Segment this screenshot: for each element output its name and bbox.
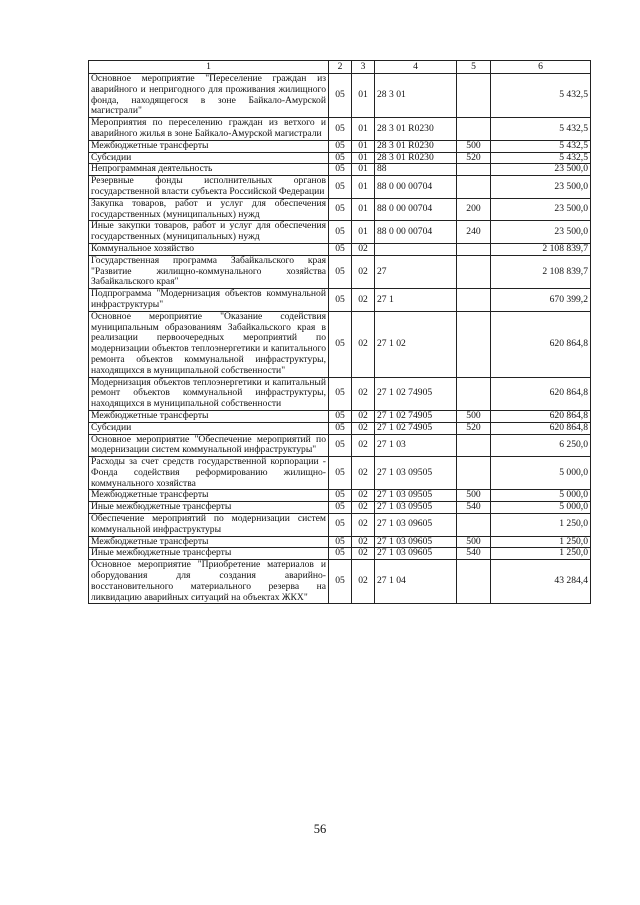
row-target-code: 28 3 01 R0230 bbox=[375, 152, 457, 164]
row-amount: 1 250,0 bbox=[491, 548, 591, 560]
table-row bbox=[89, 289, 591, 312]
row-expense-type: 500 bbox=[457, 490, 491, 502]
table-row bbox=[89, 457, 591, 490]
row-expense-type bbox=[457, 164, 491, 176]
table-row bbox=[89, 490, 591, 502]
row-expense-type bbox=[457, 289, 491, 312]
row-expense-type bbox=[457, 176, 491, 199]
row-section: 05 bbox=[329, 221, 352, 244]
row-amount: 5 000,0 bbox=[491, 502, 591, 514]
row-expense-type: 520 bbox=[457, 152, 491, 164]
row-name: Основное мероприятие "Обеспечение мероприятий по модернизации систем коммунальной инфраструктуры" bbox=[89, 434, 329, 457]
table-row bbox=[89, 434, 591, 457]
row-subsection: 02 bbox=[352, 243, 375, 255]
row-name: Расходы за счет средств государственной корпорации - Фонда содействия реформированию жилищно-коммунального хозяйства bbox=[89, 457, 329, 490]
row-expense-type: 500 bbox=[457, 140, 491, 152]
row-amount: 23 500,0 bbox=[491, 176, 591, 199]
row-subsection: 02 bbox=[352, 490, 375, 502]
row-name: Иные межбюджетные трансферты bbox=[89, 502, 329, 514]
row-section: 05 bbox=[329, 422, 352, 434]
row-target-code: 27 1 03 09605 bbox=[375, 514, 457, 537]
row-section: 05 bbox=[329, 502, 352, 514]
row-amount: 1 250,0 bbox=[491, 514, 591, 537]
row-target-code: 27 1 bbox=[375, 289, 457, 312]
row-name: Основное мероприятие "Переселение граждан из аварийного и непригодного для проживания жилищного фонда, находящегося в зоне Байкало-Амурской магистрали" bbox=[89, 74, 329, 118]
table-row bbox=[89, 74, 591, 118]
row-target-code: 27 1 02 74905 bbox=[375, 410, 457, 422]
row-name: Субсидии bbox=[89, 422, 329, 434]
row-target-code: 27 1 02 bbox=[375, 311, 457, 377]
row-subsection: 01 bbox=[352, 152, 375, 164]
row-subsection: 02 bbox=[352, 434, 375, 457]
row-subsection: 01 bbox=[352, 74, 375, 118]
row-name: Межбюджетные трансферты bbox=[89, 536, 329, 548]
row-expense-type bbox=[457, 560, 491, 604]
row-expense-type bbox=[457, 514, 491, 537]
table-row bbox=[89, 548, 591, 560]
row-target-code: 28 3 01 bbox=[375, 74, 457, 118]
row-target-code: 27 1 02 74905 bbox=[375, 377, 457, 410]
row-section: 05 bbox=[329, 140, 352, 152]
row-expense-type bbox=[457, 434, 491, 457]
row-subsection: 02 bbox=[352, 377, 375, 410]
row-amount: 620 864,8 bbox=[491, 311, 591, 377]
row-subsection: 01 bbox=[352, 118, 375, 141]
row-amount: 5 432,5 bbox=[491, 118, 591, 141]
row-name: Основное мероприятие "Приобретение материалов и оборудования для создания аварийно-восстановительного материального резерва на ликвидацию аварийных ситуаций на объектах ЖКХ" bbox=[89, 560, 329, 604]
row-section: 05 bbox=[329, 514, 352, 537]
row-name: Межбюджетные трансферты bbox=[89, 140, 329, 152]
row-target-code: 27 1 03 bbox=[375, 434, 457, 457]
row-amount: 2 108 839,7 bbox=[491, 243, 591, 255]
table-row bbox=[89, 536, 591, 548]
row-amount: 670 399,2 bbox=[491, 289, 591, 312]
row-target-code: 88 0 00 00704 bbox=[375, 176, 457, 199]
row-name: Непрограммная деятельность bbox=[89, 164, 329, 176]
header-row bbox=[89, 61, 591, 74]
row-target-code: 28 3 01 R0230 bbox=[375, 118, 457, 141]
row-expense-type bbox=[457, 377, 491, 410]
row-expense-type bbox=[457, 118, 491, 141]
row-name: Межбюджетные трансферты bbox=[89, 410, 329, 422]
row-amount: 5 000,0 bbox=[491, 457, 591, 490]
table-row bbox=[89, 164, 591, 176]
row-target-code: 88 bbox=[375, 164, 457, 176]
row-section: 05 bbox=[329, 377, 352, 410]
row-section: 05 bbox=[329, 410, 352, 422]
row-expense-type: 540 bbox=[457, 502, 491, 514]
row-target-code: 88 0 00 00704 bbox=[375, 221, 457, 244]
row-subsection: 01 bbox=[352, 164, 375, 176]
row-name: Государственная программа Забайкальского края "Развитие жилищно-коммунального хозяйства Забайкальского края" bbox=[89, 255, 329, 288]
row-amount: 5 432,5 bbox=[491, 152, 591, 164]
budget-table bbox=[88, 60, 591, 604]
row-amount: 620 864,8 bbox=[491, 410, 591, 422]
row-amount: 5 432,5 bbox=[491, 74, 591, 118]
table-row bbox=[89, 514, 591, 537]
row-subsection: 02 bbox=[352, 457, 375, 490]
row-target-code: 27 1 03 09505 bbox=[375, 457, 457, 490]
row-amount: 620 864,8 bbox=[491, 377, 591, 410]
row-amount: 6 250,0 bbox=[491, 434, 591, 457]
col-header-expense-type: 5 bbox=[457, 61, 491, 74]
row-target-code: 28 3 01 R0230 bbox=[375, 140, 457, 152]
table-row bbox=[89, 502, 591, 514]
row-subsection: 02 bbox=[352, 560, 375, 604]
row-name: Обеспечение мероприятий по модернизации систем коммунальной инфраструктуры bbox=[89, 514, 329, 537]
row-name: Основное мероприятие "Оказание содействия муниципальным образованиям Забайкальского края в реализации первоочередных мероприятий по модернизации объектов теплоэнергетики и капитального ремонта объектов коммунальной инфраструктуры, находящихся в муниципальной собственности" bbox=[89, 311, 329, 377]
row-section: 05 bbox=[329, 243, 352, 255]
row-target-code: 88 0 00 00704 bbox=[375, 198, 457, 221]
row-section: 05 bbox=[329, 74, 352, 118]
row-amount: 23 500,0 bbox=[491, 198, 591, 221]
table-row bbox=[89, 560, 591, 604]
table-row bbox=[89, 176, 591, 199]
row-expense-type bbox=[457, 311, 491, 377]
row-name: Подпрограмма "Модернизация объектов коммунальной инфраструктуры" bbox=[89, 289, 329, 312]
row-section: 05 bbox=[329, 255, 352, 288]
table-row bbox=[89, 198, 591, 221]
row-name: Иные закупки товаров, работ и услуг для обеспечения государственных (муниципальных) нужд bbox=[89, 221, 329, 244]
row-expense-type bbox=[457, 255, 491, 288]
row-subsection: 02 bbox=[352, 311, 375, 377]
row-section: 05 bbox=[329, 118, 352, 141]
row-expense-type: 500 bbox=[457, 536, 491, 548]
row-amount: 23 500,0 bbox=[491, 221, 591, 244]
row-target-code bbox=[375, 243, 457, 255]
row-section: 05 bbox=[329, 176, 352, 199]
row-amount: 5 432,5 bbox=[491, 140, 591, 152]
table-row bbox=[89, 422, 591, 434]
row-section: 05 bbox=[329, 198, 352, 221]
table-row bbox=[89, 140, 591, 152]
row-target-code: 27 1 03 09605 bbox=[375, 548, 457, 560]
row-section: 05 bbox=[329, 457, 352, 490]
row-subsection: 02 bbox=[352, 502, 375, 514]
row-expense-type: 520 bbox=[457, 422, 491, 434]
row-name: Резервные фонды исполнительных органов государственной власти субъекта Российской Федерации bbox=[89, 176, 329, 199]
row-target-code: 27 bbox=[375, 255, 457, 288]
table-row bbox=[89, 243, 591, 255]
row-target-code: 27 1 03 09605 bbox=[375, 536, 457, 548]
row-target-code: 27 1 02 74905 bbox=[375, 422, 457, 434]
row-name: Коммунальное хозяйство bbox=[89, 243, 329, 255]
row-section: 05 bbox=[329, 434, 352, 457]
row-subsection: 02 bbox=[352, 548, 375, 560]
row-amount: 2 108 839,7 bbox=[491, 255, 591, 288]
table-row bbox=[89, 377, 591, 410]
row-subsection: 01 bbox=[352, 198, 375, 221]
row-section: 05 bbox=[329, 560, 352, 604]
row-subsection: 02 bbox=[352, 536, 375, 548]
row-section: 05 bbox=[329, 536, 352, 548]
table-row bbox=[89, 311, 591, 377]
row-section: 05 bbox=[329, 311, 352, 377]
row-section: 05 bbox=[329, 490, 352, 502]
row-subsection: 01 bbox=[352, 140, 375, 152]
row-target-code: 27 1 03 09505 bbox=[375, 502, 457, 514]
table-row bbox=[89, 255, 591, 288]
col-header-name: 1 bbox=[89, 61, 329, 74]
col-header-target-code: 4 bbox=[375, 61, 457, 74]
row-expense-type bbox=[457, 243, 491, 255]
row-name: Иные межбюджетные трансферты bbox=[89, 548, 329, 560]
row-amount: 23 500,0 bbox=[491, 164, 591, 176]
table-row bbox=[89, 221, 591, 244]
col-header-amount: 6 bbox=[491, 61, 591, 74]
row-section: 05 bbox=[329, 289, 352, 312]
row-amount: 5 000,0 bbox=[491, 490, 591, 502]
table-row bbox=[89, 410, 591, 422]
row-name: Модернизация объектов теплоэнергетики и капитальный ремонт объектов коммунальной инфраструктуры, находящихся в муниципальной собственности bbox=[89, 377, 329, 410]
row-section: 05 bbox=[329, 548, 352, 560]
row-name: Мероприятия по переселению граждан из ветхого и аварийного жилья в зоне Байкало-Амурской магистрали bbox=[89, 118, 329, 141]
row-name: Межбюджетные трансферты bbox=[89, 490, 329, 502]
row-section: 05 bbox=[329, 152, 352, 164]
row-subsection: 02 bbox=[352, 514, 375, 537]
row-expense-type bbox=[457, 74, 491, 118]
row-expense-type: 200 bbox=[457, 198, 491, 221]
row-expense-type: 500 bbox=[457, 410, 491, 422]
row-amount: 620 864,8 bbox=[491, 422, 591, 434]
row-name: Субсидии bbox=[89, 152, 329, 164]
row-subsection: 02 bbox=[352, 422, 375, 434]
row-subsection: 01 bbox=[352, 176, 375, 199]
row-target-code: 27 1 04 bbox=[375, 560, 457, 604]
row-target-code: 27 1 03 09505 bbox=[375, 490, 457, 502]
row-subsection: 02 bbox=[352, 410, 375, 422]
row-section: 05 bbox=[329, 164, 352, 176]
row-amount: 43 284,4 bbox=[491, 560, 591, 604]
col-header-section: 2 bbox=[329, 61, 352, 74]
row-subsection: 02 bbox=[352, 255, 375, 288]
row-amount: 1 250,0 bbox=[491, 536, 591, 548]
row-subsection: 01 bbox=[352, 221, 375, 244]
row-subsection: 02 bbox=[352, 289, 375, 312]
table-row bbox=[89, 118, 591, 141]
col-header-subsection: 3 bbox=[352, 61, 375, 74]
row-expense-type: 240 bbox=[457, 221, 491, 244]
row-name: Закупка товаров, работ и услуг для обеспечения государственных (муниципальных) нужд bbox=[89, 198, 329, 221]
row-expense-type: 540 bbox=[457, 548, 491, 560]
row-expense-type bbox=[457, 457, 491, 490]
table-row bbox=[89, 152, 591, 164]
page-number: 56 bbox=[313, 822, 327, 836]
